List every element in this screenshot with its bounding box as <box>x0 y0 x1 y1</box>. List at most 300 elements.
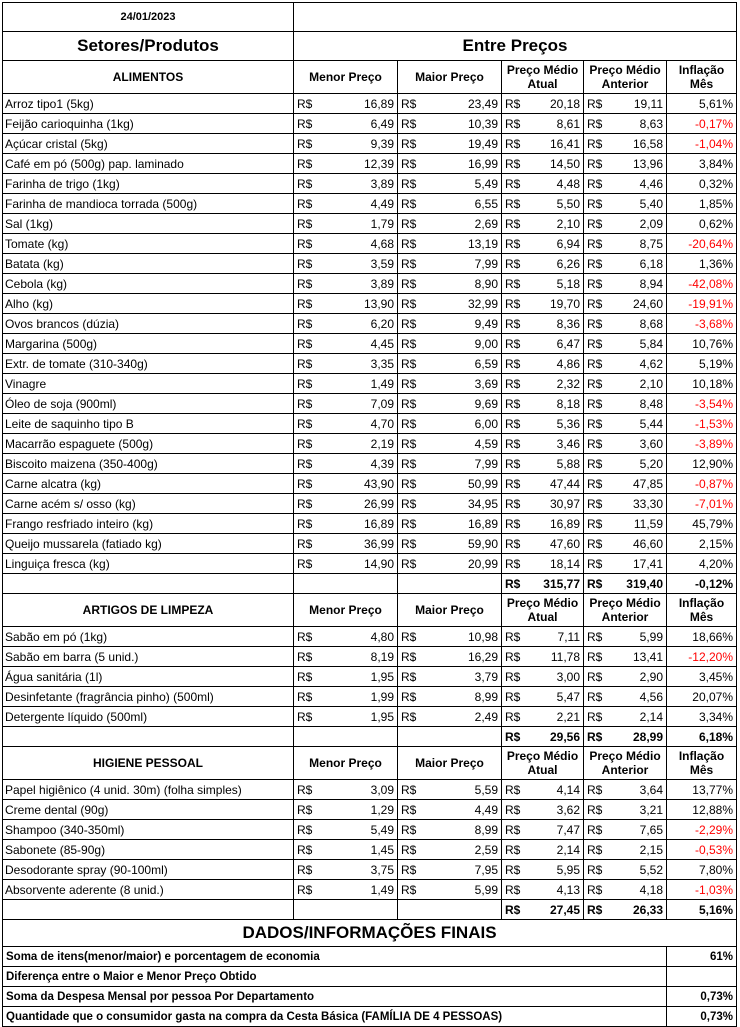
avg-previous-value: 2,90 <box>639 669 663 684</box>
max-price <box>398 707 502 727</box>
avg-current <box>502 800 584 820</box>
avg-previous-value: 16,58 <box>632 136 663 151</box>
product-row <box>3 254 737 274</box>
product-row <box>3 860 737 880</box>
max-price <box>398 314 502 334</box>
max-price-value: 4,49 <box>474 802 498 817</box>
product-row <box>3 647 737 667</box>
currency-label: R$ <box>401 376 417 391</box>
min-price <box>294 820 398 840</box>
currency-label: R$ <box>587 629 603 644</box>
avg-current <box>502 414 584 434</box>
currency-label: R$ <box>505 256 521 271</box>
currency-label: R$ <box>587 136 603 151</box>
product-name: Tomate (kg) <box>3 234 294 254</box>
avg-current <box>502 860 584 880</box>
min-price-value: 1,95 <box>370 709 394 724</box>
final-info-label: Soma de itens(menor/maior) e porcentagem de economia <box>3 947 667 967</box>
total-inflation: 6,18% <box>667 727 737 747</box>
max-price-value: 5,99 <box>474 882 498 897</box>
inflation: -2,29% <box>667 820 737 840</box>
currency-label: R$ <box>401 536 417 551</box>
product-row <box>3 294 737 314</box>
max-price-value: 9,69 <box>474 396 498 411</box>
currency-label: R$ <box>297 862 313 877</box>
max-price-value: 2,49 <box>474 709 498 724</box>
currency-label: R$ <box>297 176 313 191</box>
max-price <box>398 434 502 454</box>
avg-current-value: 47,60 <box>549 536 580 551</box>
avg-current-value: 2,14 <box>556 842 580 857</box>
min-price-value: 14,90 <box>363 556 394 571</box>
avg-current <box>502 194 584 214</box>
max-price-value: 3,69 <box>474 376 498 391</box>
product-name: Biscoito maizena (350-400g) <box>3 454 294 474</box>
max-price-value: 19,49 <box>467 136 498 151</box>
avg-previous-value: 33,30 <box>632 496 663 511</box>
product-name: Creme dental (90g) <box>3 800 294 820</box>
inflation: 10,18% <box>667 374 737 394</box>
col-header-inflation-line2: Mês <box>689 763 714 777</box>
product-row <box>3 707 737 727</box>
avg-previous <box>584 214 667 234</box>
product-name: Linguiça fresca (kg) <box>3 554 294 574</box>
product-name: Farinha de mandioca torrada (500g) <box>3 194 294 214</box>
col-header-avg-current-line1: Preço Médio <box>506 596 579 610</box>
avg-previous-value: 13,41 <box>632 649 663 664</box>
product-name: Alho (kg) <box>3 294 294 314</box>
max-price-value: 6,59 <box>474 356 498 371</box>
currency-label: R$ <box>401 216 417 231</box>
avg-previous <box>584 534 667 554</box>
avg-current-value: 4,86 <box>556 356 580 371</box>
col-header-avg-current <box>502 61 584 94</box>
min-price <box>294 627 398 647</box>
product-row <box>3 274 737 294</box>
avg-current-value: 4,48 <box>556 176 580 191</box>
inflation: -3,54% <box>667 394 737 414</box>
avg-previous-value: 5,52 <box>639 862 663 877</box>
avg-current <box>502 374 584 394</box>
avg-current-value: 7,47 <box>556 822 580 837</box>
max-price <box>398 114 502 134</box>
max-price <box>398 860 502 880</box>
avg-previous-value: 4,46 <box>639 176 663 191</box>
currency-label: R$ <box>587 729 603 744</box>
currency-label: R$ <box>505 376 521 391</box>
inflation: 3,45% <box>667 667 737 687</box>
min-price-value: 1,29 <box>370 802 394 817</box>
total-blank <box>398 727 502 747</box>
currency-label: R$ <box>297 356 313 371</box>
avg-previous <box>584 554 667 574</box>
currency-label: R$ <box>505 296 521 311</box>
currency-label: R$ <box>401 276 417 291</box>
total-blank <box>3 727 294 747</box>
max-price-value: 5,49 <box>474 176 498 191</box>
currency-label: R$ <box>297 136 313 151</box>
product-row <box>3 687 737 707</box>
currency-label: R$ <box>587 669 603 684</box>
product-name: Ovos brancos (dúzia) <box>3 314 294 334</box>
section-title: ARTIGOS DE LIMPEZA <box>3 594 294 627</box>
avg-current-value: 30,97 <box>549 496 580 511</box>
avg-current-value: 3,62 <box>556 802 580 817</box>
max-price-value: 34,95 <box>467 496 498 511</box>
avg-previous <box>584 254 667 274</box>
avg-current-value: 18,14 <box>549 556 580 571</box>
avg-previous <box>584 294 667 314</box>
final-info-label: Quantidade que o consumidor gasta na compra da Cesta Básica (FAMÍLIA DE 4 PESSOAS) <box>3 1007 667 1027</box>
max-price <box>398 214 502 234</box>
min-price <box>294 800 398 820</box>
currency-label: R$ <box>587 176 603 191</box>
total-blank <box>398 574 502 594</box>
product-row <box>3 194 737 214</box>
col-header-avg-current <box>502 747 584 780</box>
avg-previous-value: 2,14 <box>639 709 663 724</box>
inflation: 5,61% <box>667 94 737 114</box>
avg-current <box>502 554 584 574</box>
currency-label: R$ <box>505 316 521 331</box>
currency-label: R$ <box>297 516 313 531</box>
total-avg-current-value: 315,77 <box>543 576 580 591</box>
avg-current-value: 19,70 <box>549 296 580 311</box>
avg-previous-value: 2,15 <box>639 842 663 857</box>
product-row <box>3 174 737 194</box>
currency-label: R$ <box>401 822 417 837</box>
max-price <box>398 134 502 154</box>
avg-previous-value: 8,48 <box>639 396 663 411</box>
min-price <box>294 494 398 514</box>
currency-label: R$ <box>505 436 521 451</box>
product-row <box>3 414 737 434</box>
product-row <box>3 214 737 234</box>
max-price-value: 4,59 <box>474 436 498 451</box>
avg-previous <box>584 414 667 434</box>
avg-previous <box>584 314 667 334</box>
currency-label: R$ <box>505 629 521 644</box>
avg-current-value: 5,47 <box>556 689 580 704</box>
product-name: Água sanitária (1l) <box>3 667 294 687</box>
product-name: Carne alcatra (kg) <box>3 474 294 494</box>
col-header-inflation-line2: Mês <box>689 610 714 624</box>
section-header-row <box>3 747 737 780</box>
avg-current-value: 5,36 <box>556 416 580 431</box>
product-row <box>3 114 737 134</box>
max-price-value: 50,99 <box>467 476 498 491</box>
avg-current <box>502 780 584 800</box>
currency-label: R$ <box>587 689 603 704</box>
max-price <box>398 534 502 554</box>
final-info-value: 0,73% <box>667 987 737 1007</box>
currency-label: R$ <box>505 336 521 351</box>
product-row <box>3 800 737 820</box>
avg-current <box>502 234 584 254</box>
product-name: Sabão em pó (1kg) <box>3 627 294 647</box>
currency-label: R$ <box>587 882 603 897</box>
currency-label: R$ <box>297 296 313 311</box>
inflation: -1,04% <box>667 134 737 154</box>
inflation: 0,62% <box>667 214 737 234</box>
avg-previous <box>584 334 667 354</box>
inflation: -1,53% <box>667 414 737 434</box>
inflation: 2,15% <box>667 534 737 554</box>
col-header-avg-previous <box>584 61 667 94</box>
min-price-value: 1,49 <box>370 376 394 391</box>
currency-label: R$ <box>587 296 603 311</box>
max-price-value: 8,90 <box>474 276 498 291</box>
avg-previous <box>584 860 667 880</box>
col-header-min: Menor Preço <box>294 594 398 627</box>
max-price-value: 8,99 <box>474 689 498 704</box>
min-price <box>294 534 398 554</box>
avg-current <box>502 314 584 334</box>
currency-label: R$ <box>297 156 313 171</box>
currency-label: R$ <box>505 902 521 917</box>
max-price <box>398 780 502 800</box>
product-name: Vinagre <box>3 374 294 394</box>
min-price-value: 36,99 <box>363 536 394 551</box>
inflation: 7,80% <box>667 860 737 880</box>
total-avg-current <box>502 900 584 920</box>
inflation: -0,17% <box>667 114 737 134</box>
col-header-inflation-line1: Inflação <box>678 749 725 763</box>
currency-label: R$ <box>505 516 521 531</box>
avg-current-value: 6,94 <box>556 236 580 251</box>
avg-current-value: 7,11 <box>557 629 580 644</box>
inflation: -3,89% <box>667 434 737 454</box>
final-info-row <box>3 987 737 1007</box>
min-price <box>294 234 398 254</box>
min-price-value: 1,45 <box>370 842 394 857</box>
avg-current-value: 8,18 <box>556 396 580 411</box>
min-price-value: 43,90 <box>363 476 394 491</box>
inflation: 4,20% <box>667 554 737 574</box>
currency-label: R$ <box>505 536 521 551</box>
total-avg-current-value: 27,45 <box>549 902 580 917</box>
avg-current <box>502 820 584 840</box>
col-header-avg-previous-line1: Preço Médio <box>589 596 661 610</box>
currency-label: R$ <box>505 116 521 131</box>
max-price-value: 6,55 <box>474 196 498 211</box>
currency-label: R$ <box>297 689 313 704</box>
min-price <box>294 94 398 114</box>
final-info-value <box>667 967 737 987</box>
product-name: Frango resfriado inteiro (kg) <box>3 514 294 534</box>
product-name: Arroz tipo1 (5kg) <box>3 94 294 114</box>
currency-label: R$ <box>587 516 603 531</box>
avg-previous <box>584 434 667 454</box>
currency-label: R$ <box>297 216 313 231</box>
inflation: 3,84% <box>667 154 737 174</box>
currency-label: R$ <box>587 96 603 111</box>
max-price <box>398 254 502 274</box>
product-name: Desinfetante (fragrância pinho) (500ml) <box>3 687 294 707</box>
avg-current <box>502 454 584 474</box>
currency-label: R$ <box>297 96 313 111</box>
col-header-inflation-line1: Inflação <box>678 596 725 610</box>
total-avg-previous-value: 319,40 <box>626 576 663 591</box>
min-price-value: 16,89 <box>363 516 394 531</box>
avg-current <box>502 474 584 494</box>
avg-previous <box>584 880 667 900</box>
avg-previous <box>584 687 667 707</box>
col-header-inflation <box>667 747 737 780</box>
min-price <box>294 394 398 414</box>
col-header-avg-previous-line1: Preço Médio <box>589 63 661 77</box>
avg-current-value: 3,00 <box>556 669 580 684</box>
currency-label: R$ <box>587 276 603 291</box>
max-price <box>398 374 502 394</box>
total-blank <box>3 574 294 594</box>
avg-current-value: 5,18 <box>556 276 580 291</box>
min-price <box>294 707 398 727</box>
currency-label: R$ <box>401 176 417 191</box>
currency-label: R$ <box>505 496 521 511</box>
col-header-avg-previous-line2: Anterior <box>601 77 649 91</box>
inflation: 1,36% <box>667 254 737 274</box>
product-name: Detergente líquido (500ml) <box>3 707 294 727</box>
max-price-value: 9,49 <box>474 316 498 331</box>
product-row <box>3 494 737 514</box>
avg-previous-value: 2,09 <box>639 216 663 231</box>
currency-label: R$ <box>297 436 313 451</box>
currency-label: R$ <box>505 276 521 291</box>
min-price <box>294 334 398 354</box>
currency-label: R$ <box>587 802 603 817</box>
avg-previous <box>584 134 667 154</box>
section-title: HIGIENE PESSOAL <box>3 747 294 780</box>
max-price-value: 5,59 <box>474 782 498 797</box>
col-header-avg-previous-line2: Anterior <box>601 763 649 777</box>
avg-previous-value: 5,99 <box>639 629 663 644</box>
avg-current <box>502 154 584 174</box>
inflation: 12,90% <box>667 454 737 474</box>
min-price-value: 12,39 <box>363 156 394 171</box>
max-price <box>398 554 502 574</box>
min-price-value: 4,45 <box>370 336 394 351</box>
col-header-avg-current-line2: Atual <box>527 763 558 777</box>
product-name: Desodorante spray (90-100ml) <box>3 860 294 880</box>
currency-label: R$ <box>401 356 417 371</box>
product-name: Sabonete (85-90g) <box>3 840 294 860</box>
avg-current <box>502 394 584 414</box>
product-row <box>3 454 737 474</box>
avg-current <box>502 134 584 154</box>
min-price <box>294 274 398 294</box>
max-price <box>398 514 502 534</box>
avg-previous <box>584 780 667 800</box>
avg-previous-value: 8,94 <box>639 276 663 291</box>
max-price <box>398 667 502 687</box>
avg-previous <box>584 800 667 820</box>
max-price-value: 7,99 <box>474 456 498 471</box>
avg-current <box>502 534 584 554</box>
total-avg-previous-value: 28,99 <box>632 729 663 744</box>
min-price <box>294 374 398 394</box>
min-price <box>294 114 398 134</box>
currency-label: R$ <box>297 802 313 817</box>
currency-label: R$ <box>401 476 417 491</box>
currency-label: R$ <box>587 902 603 917</box>
avg-previous-value: 8,63 <box>639 116 663 131</box>
product-row <box>3 627 737 647</box>
currency-label: R$ <box>401 709 417 724</box>
max-price <box>398 274 502 294</box>
max-price <box>398 174 502 194</box>
avg-previous <box>584 94 667 114</box>
col-header-avg-current-line2: Atual <box>527 77 558 91</box>
min-price-value: 1,79 <box>370 216 394 231</box>
currency-label: R$ <box>401 456 417 471</box>
currency-label: R$ <box>297 649 313 664</box>
currency-label: R$ <box>505 236 521 251</box>
total-avg-previous <box>584 900 667 920</box>
max-price-value: 59,90 <box>467 536 498 551</box>
max-price <box>398 494 502 514</box>
currency-label: R$ <box>401 782 417 797</box>
final-title: DADOS/INFORMAÇÕES FINAIS <box>3 920 737 947</box>
min-price <box>294 294 398 314</box>
min-price-value: 3,89 <box>370 176 394 191</box>
product-row <box>3 534 737 554</box>
avg-current-value: 5,95 <box>556 862 580 877</box>
avg-previous-value: 6,18 <box>639 256 663 271</box>
currency-label: R$ <box>401 556 417 571</box>
total-avg-previous-value: 26,33 <box>632 902 663 917</box>
currency-label: R$ <box>297 882 313 897</box>
min-price-value: 6,49 <box>370 116 394 131</box>
min-price <box>294 194 398 214</box>
min-price-value: 4,68 <box>370 236 394 251</box>
min-price-value: 13,90 <box>363 296 394 311</box>
currency-label: R$ <box>587 436 603 451</box>
avg-current-value: 2,32 <box>556 376 580 391</box>
min-price-value: 1,99 <box>370 689 394 704</box>
avg-current <box>502 667 584 687</box>
total-blank <box>294 900 398 920</box>
avg-previous <box>584 474 667 494</box>
col-header-avg-current-line1: Preço Médio <box>506 749 579 763</box>
currency-label: R$ <box>505 782 521 797</box>
inflation: -0,53% <box>667 840 737 860</box>
total-blank <box>294 574 398 594</box>
avg-current <box>502 334 584 354</box>
total-inflation: -0,12% <box>667 574 737 594</box>
avg-previous-value: 2,10 <box>639 376 663 391</box>
final-title-row <box>3 920 737 947</box>
avg-previous <box>584 454 667 474</box>
col-header-max: Maior Preço <box>398 594 502 627</box>
max-price-value: 20,99 <box>467 556 498 571</box>
currency-label: R$ <box>297 822 313 837</box>
product-name: Queijo mussarela (fatiado kg) <box>3 534 294 554</box>
max-price <box>398 647 502 667</box>
avg-previous <box>584 174 667 194</box>
currency-label: R$ <box>587 356 603 371</box>
final-info-value: 61% <box>667 947 737 967</box>
max-price <box>398 334 502 354</box>
total-inflation: 5,16% <box>667 900 737 920</box>
max-price-value: 9,00 <box>474 336 498 351</box>
currency-label: R$ <box>587 842 603 857</box>
product-row <box>3 667 737 687</box>
total-avg-previous <box>584 574 667 594</box>
inflation: 3,34% <box>667 707 737 727</box>
avg-previous-value: 5,40 <box>639 196 663 211</box>
min-price-value: 9,39 <box>370 136 394 151</box>
